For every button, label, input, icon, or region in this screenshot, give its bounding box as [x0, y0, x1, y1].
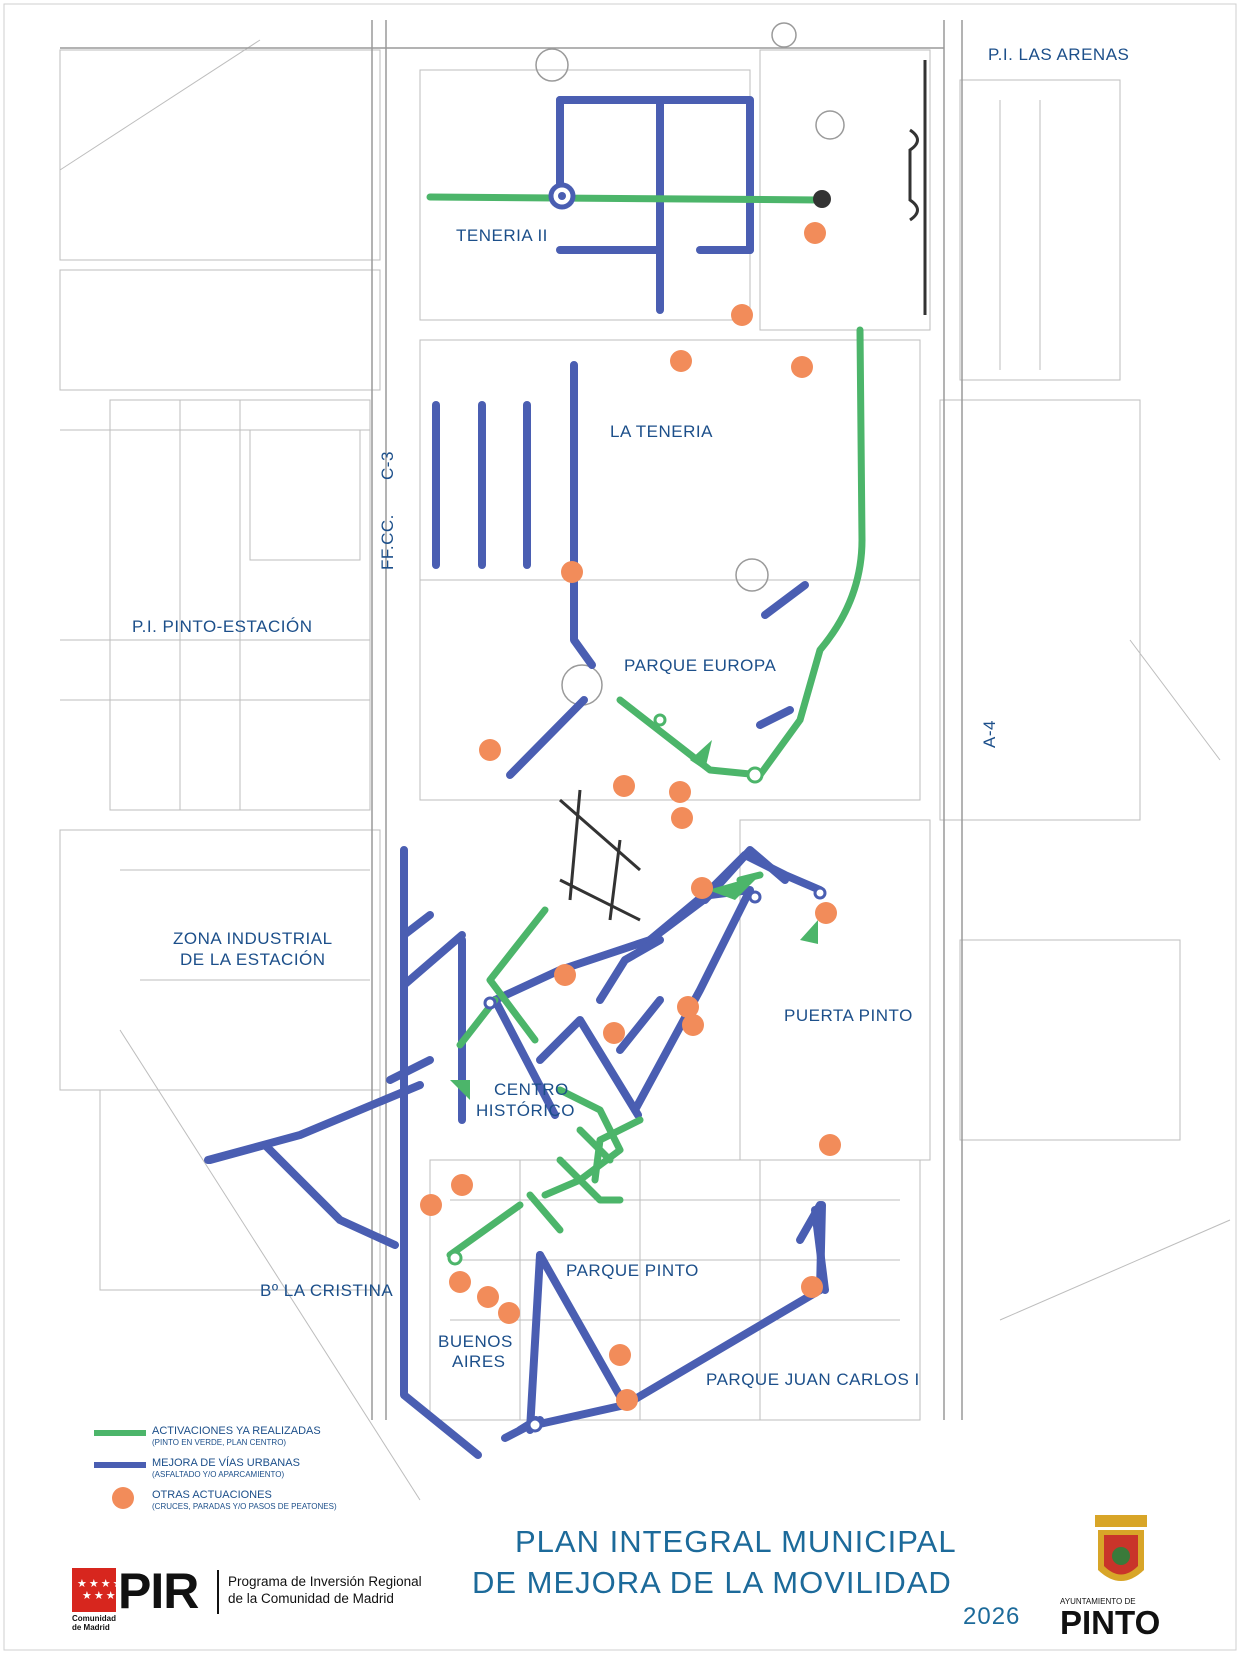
legend-blue-label: MEJORA DE VÍAS URBANAS — [152, 1457, 300, 1469]
label-a4: A-4 — [980, 720, 999, 748]
label-buenos-2: AIRES — [452, 1352, 506, 1371]
legend-blue-swatch — [94, 1462, 146, 1468]
label-parque-europa: PARQUE EUROPA — [624, 656, 777, 675]
pir-divider — [217, 1570, 219, 1614]
stars-icon: ★★★★ ★★★ — [77, 1578, 125, 1602]
madrid-flag-icon — [72, 1568, 125, 1612]
pir-wordmark: PIR — [118, 1563, 199, 1619]
label-la-teneria: LA TENERIA — [610, 422, 713, 441]
region-line1: Comunidad — [72, 1614, 116, 1623]
legend-blue — [90, 1457, 510, 1489]
label-teneria-ii: TENERIA II — [456, 226, 548, 245]
pir-text-line2: de la Comunidad de Madrid — [228, 1591, 394, 1606]
map-legend — [90, 1425, 510, 1521]
label-c3: C-3 — [378, 451, 397, 480]
label-pi-las-arenas: P.I. LAS ARENAS — [988, 45, 1130, 64]
plan-title-line1: PLAN INTEGRAL MUNICIPAL — [515, 1524, 957, 1559]
label-pi-pinto-estacion: P.I. PINTO-ESTACIÓN — [132, 617, 313, 636]
label-buenos-1: BUENOS — [438, 1332, 513, 1351]
label-parque-juan-carlos: PARQUE JUAN CARLOS I — [706, 1370, 920, 1389]
plan-year: 2026 — [963, 1603, 1021, 1630]
label-la-cristina: Bº LA CRISTINA — [260, 1281, 394, 1300]
label-parque-pinto: PARQUE PINTO — [566, 1261, 699, 1280]
legend-orange — [90, 1489, 510, 1521]
plan-title-line2: DE MEJORA DE LA MOVILIDAD — [472, 1565, 952, 1600]
region-line2: de Madrid — [72, 1623, 110, 1632]
label-puerta-pinto: PUERTA PINTO — [784, 1006, 913, 1025]
legend-orange-label: OTRAS ACTUACIONES — [152, 1489, 272, 1501]
label-zona-industrial-2: DE LA ESTACIÓN — [180, 950, 326, 969]
pir-description — [228, 1573, 422, 1607]
council-crest — [1095, 1515, 1147, 1581]
legend-green-sub: (PINTO EN VERDE, PLAN CENTRO) — [152, 1438, 287, 1447]
pir-text-line1: Programa de Inversión Regional — [228, 1574, 422, 1589]
legend-orange-swatch — [112, 1487, 134, 1509]
legend-green — [90, 1425, 510, 1457]
label-ffcc: FF.CC. — [378, 514, 397, 570]
label-zona-industrial-1: ZONA INDUSTRIAL — [173, 929, 333, 948]
pir-logo-block — [72, 1563, 432, 1640]
label-centro-1: CENTRO — [494, 1080, 569, 1099]
legend-green-label: ACTIVACIONES YA REALIZADAS — [152, 1425, 321, 1437]
council-name: PINTO — [1060, 1604, 1161, 1641]
label-centro-2: HISTÓRICO — [476, 1101, 575, 1120]
legend-blue-sub: (ASFALTADO Y/O APARCAMIENTO) — [152, 1470, 285, 1479]
council-caption: AYUNTAMIENTO DE — [1060, 1597, 1136, 1606]
legend-orange-sub: (CRUCES, PARADAS Y/O PASOS DE PEATONES) — [152, 1502, 337, 1511]
legend-green-swatch — [94, 1430, 146, 1436]
